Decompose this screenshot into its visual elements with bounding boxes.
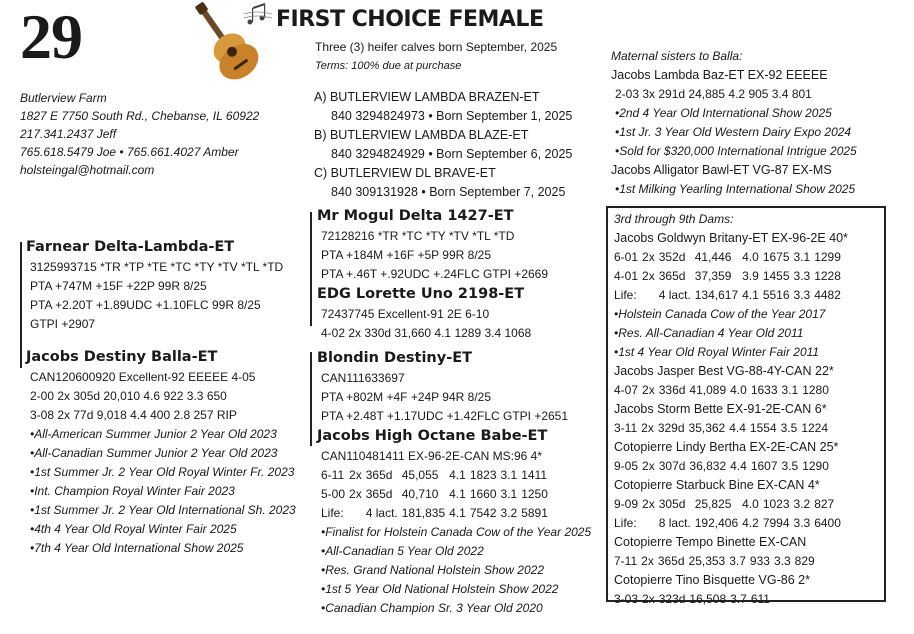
record-cell: 1228 [814, 269, 841, 283]
sire-dam-line: 4-02 2x 330d 31,660 4.1 1289 3.4 1068 [321, 326, 532, 340]
record-cell: 41,446 [694, 250, 732, 264]
table-row [614, 590, 782, 609]
sister-note: •1st Jr. 3 Year Old Western Dairy Expo 2024 [615, 125, 852, 139]
dam-note: •All-American Summer Junior 2 Year Old 2023 [30, 427, 277, 441]
record-cell: 40,710 [401, 487, 439, 501]
table-row [614, 514, 845, 533]
sister-note: •Sold for $320,000 International Intrigue 2025 [615, 144, 857, 158]
dam-sire-line: PTA +802M +4F +24P 94R 8/25 [321, 390, 492, 404]
record-cell: 4.1 [449, 468, 466, 482]
record-cell: 3.7 [729, 554, 746, 568]
record-cell: 2x [642, 459, 655, 473]
record-cell: 37,359 [694, 269, 732, 283]
record-cell: 1607 [750, 459, 778, 473]
record-cell: 6-11 [321, 468, 345, 482]
record-cell: 1660 [469, 487, 497, 501]
box-dam-records [614, 552, 819, 571]
record-cell: 2x [642, 269, 655, 283]
record-cell: 2x [642, 497, 655, 511]
record-cell: 1823 [469, 468, 497, 482]
sire-line: 3125993715 *TR *TP *TE *TC *TY *TV *TL *TD [30, 260, 284, 274]
record-cell: 611 [750, 592, 770, 606]
maternal-sisters-heading: Maternal sisters to Balla: [611, 49, 743, 63]
record-cell: 3.1 [781, 383, 799, 397]
calf-reg: 840 3294824973 • Born September 1, 2025 [331, 109, 573, 123]
record-cell: 2x [349, 487, 362, 501]
record-cell: 4.0 [742, 250, 759, 264]
record-cell: 9-09 [614, 497, 639, 511]
record-cell: 2x [349, 468, 362, 482]
record-cell: 305d [658, 497, 686, 511]
record-cell: 2x [642, 383, 655, 397]
record-cell [349, 504, 366, 523]
box-dam-records [614, 419, 832, 438]
pedigree-line [310, 352, 312, 446]
record-cell: 41,089 [689, 383, 727, 397]
sire-sire-line: 72128216 *TR *TC *TY *TV *TL *TD [321, 229, 515, 243]
record-cell: 9-05 [614, 459, 639, 473]
record-cell: 16,508 [689, 592, 727, 606]
calf-name: A) BUTLERVIEW LAMBDA BRAZEN-ET [314, 90, 540, 104]
dam-dam-note: •Finalist for Holstein Canada Cow of the Year 2025 [321, 525, 592, 539]
record-cell: 2x [642, 250, 655, 264]
record-cell: 2x [641, 554, 654, 568]
record-cell: 323d [658, 592, 686, 606]
phone-2: 765.618.5479 Joe • 765.661.4027 Amber [20, 145, 239, 159]
sister-note: •2nd 4 Year Old International Show 2025 [615, 106, 832, 120]
record-cell: 3-11 [614, 421, 638, 435]
record-cell: 1023 [762, 497, 790, 511]
box-dam-note: •Holstein Canada Cow of the Year 2017 [614, 307, 826, 321]
record-cell: 3.3 [793, 288, 811, 302]
record-cell: 3.5 [780, 421, 798, 435]
sister-note: •1st Milking Yearling International Show 2025 [615, 182, 856, 196]
record-cell: 1633 [750, 383, 778, 397]
record-cell: 36,832 [689, 459, 727, 473]
table-row [614, 286, 845, 305]
dam-sire-name: Blondin Destiny-ET [317, 350, 473, 366]
record-cell: 3.5 [781, 459, 799, 473]
record-cell: 3.3 [773, 554, 791, 568]
record-cell: 4.1 [449, 487, 466, 501]
record-cell: 4.0 [730, 383, 747, 397]
dam-line: CAN120600920 Excellent-92 EEEEE 4-05 [30, 370, 256, 384]
record-cell: 5891 [521, 506, 548, 520]
dam-sire-line: CAN111633697 [321, 371, 405, 385]
dam-block [26, 347, 296, 558]
record-cell: 5-00 [321, 487, 346, 501]
record-cell: 4.1 [449, 506, 466, 520]
box-dam-note: •Res. All-Canadian 4 Year Old 2011 [614, 326, 804, 340]
sire-line: GTPI +2907 [30, 317, 96, 331]
record-cell: 365d [365, 468, 393, 482]
record-cell: 336d [658, 383, 686, 397]
record-cell: 8 lact. [658, 516, 691, 530]
record-cell [642, 286, 659, 305]
table-row [321, 466, 552, 485]
record-cell: 365d [657, 554, 685, 568]
box-dam-name: Cotopierre Lindy Bertha EX-2E-CAN 25* [614, 440, 839, 454]
record-cell: 3-03 [614, 592, 639, 606]
dam-dam-note: •Res. Grand National Holstein Show 2022 [321, 563, 544, 577]
record-cell: 1675 [762, 250, 790, 264]
calves-list [314, 88, 572, 202]
record-cell: 134,617 [694, 288, 739, 302]
dams-box-heading: 3rd through 9th Dams: [614, 212, 734, 226]
farm-name: Butlerview Farm [20, 91, 107, 105]
record-cell: 4 lact. [658, 288, 691, 302]
record-cell: 1250 [521, 487, 548, 501]
record-cell: 4.0 [742, 497, 759, 511]
record-cell: 1280 [802, 383, 829, 397]
record-cell: 3.3 [793, 516, 811, 530]
sire-sire-line: PTA +184M +16F +5P 99R 8/25 [321, 248, 492, 262]
dam-note: •All-Canadian Summer Junior 2 Year Old 2023 [30, 446, 278, 460]
record-cell: 2x [642, 592, 655, 606]
table-row [614, 419, 832, 438]
sister-name: Jacobs Lambda Baz-ET EX-92 EEEEE [611, 68, 828, 82]
record-cell: 1290 [802, 459, 829, 473]
box-dam-name: Jacobs Jasper Best VG-88-4Y-CAN 22* [614, 364, 834, 378]
record-cell: 3.2 [793, 497, 811, 511]
record-cell: 25,825 [694, 497, 732, 511]
sister-line: 2-03 3x 291d 24,885 4.2 905 3.4 801 [615, 87, 812, 101]
dam-note: •4th 4 Year Old Royal Winter Fair 2025 [30, 522, 237, 536]
dam-note: •Int. Champion Royal Winter Fair 2023 [30, 484, 235, 498]
record-cell: 1299 [814, 250, 841, 264]
record-cell: 4 lact. [365, 506, 398, 520]
record-cell: 192,406 [694, 516, 739, 530]
dam-sire-line: PTA +2.48T +1.17UDC +1.42FLC GTPI +2651 [321, 409, 569, 423]
dam-dam-line: CAN110481411 EX-96-2E-CAN MS:96 4* [321, 449, 543, 463]
record-cell: 3.9 [742, 269, 759, 283]
record-cell: 6400 [814, 516, 841, 530]
record-cell: 4.4 [730, 459, 747, 473]
sire-name: Farnear Delta-Lambda-ET [26, 239, 235, 255]
dam-name: Jacobs Destiny Balla-ET [26, 349, 218, 365]
sire-dam-name: EDG Lorette Uno 2198-ET [317, 286, 525, 302]
pedigree-line [310, 212, 312, 326]
dam-note: •1st Summer Jr. 2 Year Old Royal Winter Fr. 2023 [30, 465, 295, 479]
record-cell: Life: [614, 288, 637, 302]
box-dam-records [614, 248, 845, 305]
record-cell: 7542 [469, 506, 497, 520]
calf-reg: 840 309131928 • Born September 7, 2025 [331, 185, 566, 199]
record-cell: 829 [794, 554, 815, 568]
sire-dam-line: 72437745 Excellent-91 2E 6-10 [321, 307, 490, 321]
calf-name: C) BUTLERVIEW DL BRAVE-ET [314, 166, 496, 180]
maternal-sisters [611, 47, 857, 199]
record-cell: 3.7 [730, 592, 747, 606]
box-dam-name: Cotopierre Tino Bisquette VG-86 2* [614, 573, 810, 587]
record-cell: 7994 [762, 516, 790, 530]
lot-number: 29 [20, 1, 82, 72]
record-cell: 329d [657, 421, 685, 435]
calf-name: B) BUTLERVIEW LAMBDA BLAZE-ET [314, 128, 529, 142]
record-cell: 3.3 [793, 269, 811, 283]
terms: Terms: 100% due at purchase [315, 60, 462, 72]
record-cell: 4482 [814, 288, 841, 302]
dam-dam-name: Jacobs High Octane Babe-ET [317, 428, 548, 444]
sire-block [26, 237, 283, 334]
record-cell: 3.1 [793, 250, 811, 264]
sire-line: PTA +2.20T +1.89UDC +1.10FLC 99R 8/25 [30, 298, 261, 312]
subtitle: Three (3) heifer calves born September, 2025 [315, 40, 558, 54]
record-cell: 7-11 [614, 554, 638, 568]
record-cell: 25,353 [688, 554, 726, 568]
box-dam-records [614, 495, 845, 533]
table-row [614, 457, 833, 476]
sire-line: PTA +747M +15F +22P 99R 8/25 [30, 279, 207, 293]
dam-note: •7th 4 Year Old International Show 2025 [30, 541, 244, 555]
box-dam-name: Jacobs Storm Bette EX-91-2E-CAN 6* [614, 402, 827, 416]
sire-sire-line: PTA +.46T +.92UDC +.24FLC GTPI +2669 [321, 267, 549, 281]
record-cell [778, 590, 782, 609]
dam-note: •1st Summer Jr. 2 Year Old International Sh. 2023 [30, 503, 296, 517]
guitar-icon [186, 0, 276, 80]
box-dam-note: •1st 4 Year Old Royal Winter Fair 2011 [614, 345, 820, 359]
box-dam-name: Cotopierre Starbuck Bine EX-CAN 4* [614, 478, 820, 492]
record-cell: 4.1 [742, 288, 759, 302]
record-cell: 3.1 [500, 487, 518, 501]
record-cell: 5516 [762, 288, 790, 302]
dam-dam-note: •Canadian Champion Sr. 3 Year Old 2020 [321, 601, 543, 615]
box-dam-records [614, 457, 833, 476]
record-cell: 1411 [521, 468, 548, 482]
record-cell: 35,362 [688, 421, 726, 435]
table-row [614, 381, 833, 400]
dam-dam-note: •1st 5 Year Old National Holstein Show 2022 [321, 582, 559, 596]
sire-sire-name: Mr Mogul Delta 1427-ET [317, 208, 514, 224]
record-cell: 307d [658, 459, 686, 473]
email: holsteingal@hotmail.com [20, 163, 155, 177]
farm-address: 1827 E 7750 South Rd., Chebanse, IL 60922 [20, 109, 260, 123]
record-cell: 365d [365, 487, 393, 501]
table-row [614, 267, 845, 286]
phone-1: 217.341.2437 Jeff [20, 127, 117, 141]
dam-sire-block [317, 348, 591, 618]
sire-sire-block [317, 206, 548, 343]
box-dam-name: Cotopierre Tempo Binette EX-CAN [614, 535, 807, 549]
record-cell: 2x [641, 421, 654, 435]
box-dam-records [614, 590, 782, 609]
dam-line: 3-08 2x 77d 9,018 4.4 400 2.8 257 RIP [30, 408, 237, 422]
record-cell: 365d [658, 269, 686, 283]
pedigree-line [20, 242, 22, 368]
record-cell: 827 [814, 497, 835, 511]
record-cell: 1455 [762, 269, 790, 283]
table-row [321, 504, 552, 523]
table-row [321, 485, 552, 504]
table-row [614, 552, 819, 571]
dam-dam-note: •All-Canadian 5 Year Old 2022 [321, 544, 484, 558]
record-cell: 45,055 [401, 468, 439, 482]
table-row [614, 248, 845, 267]
page-title: FIRST CHOICE FEMALE [276, 7, 544, 32]
record-cell: 3.2 [500, 506, 518, 520]
record-cell: 1224 [801, 421, 829, 435]
dams-box-content [614, 210, 848, 609]
dam-dam-records [321, 466, 552, 523]
dam-line: 2-00 2x 305d 20,010 4.6 922 3.3 650 [30, 389, 227, 403]
box-dam-records [614, 381, 833, 400]
record-cell: 1554 [749, 421, 777, 435]
consignor-info [20, 89, 259, 179]
record-cell: 6-01 [614, 250, 639, 264]
record-cell: 4.2 [742, 516, 759, 530]
sister-name: Jacobs Alligator Bawl-ET VG-87 EX-MS [611, 163, 832, 177]
record-cell: 4.4 [729, 421, 746, 435]
record-cell: 3.1 [500, 468, 518, 482]
record-cell: 4-07 [614, 383, 639, 397]
calf-reg: 840 3294824929 • Born September 6, 2025 [331, 147, 573, 161]
box-dam-name: Jacobs Goldwyn Britany-ET EX-96-2E 40* [614, 231, 848, 245]
record-cell: Life: [614, 516, 637, 530]
record-cell: 4-01 [614, 269, 639, 283]
record-cell [642, 514, 659, 533]
record-cell: 352d [658, 250, 686, 264]
record-cell: Life: [321, 506, 344, 520]
table-row [614, 495, 845, 514]
record-cell: 181,835 [401, 506, 446, 520]
record-cell: 933 [749, 554, 770, 568]
